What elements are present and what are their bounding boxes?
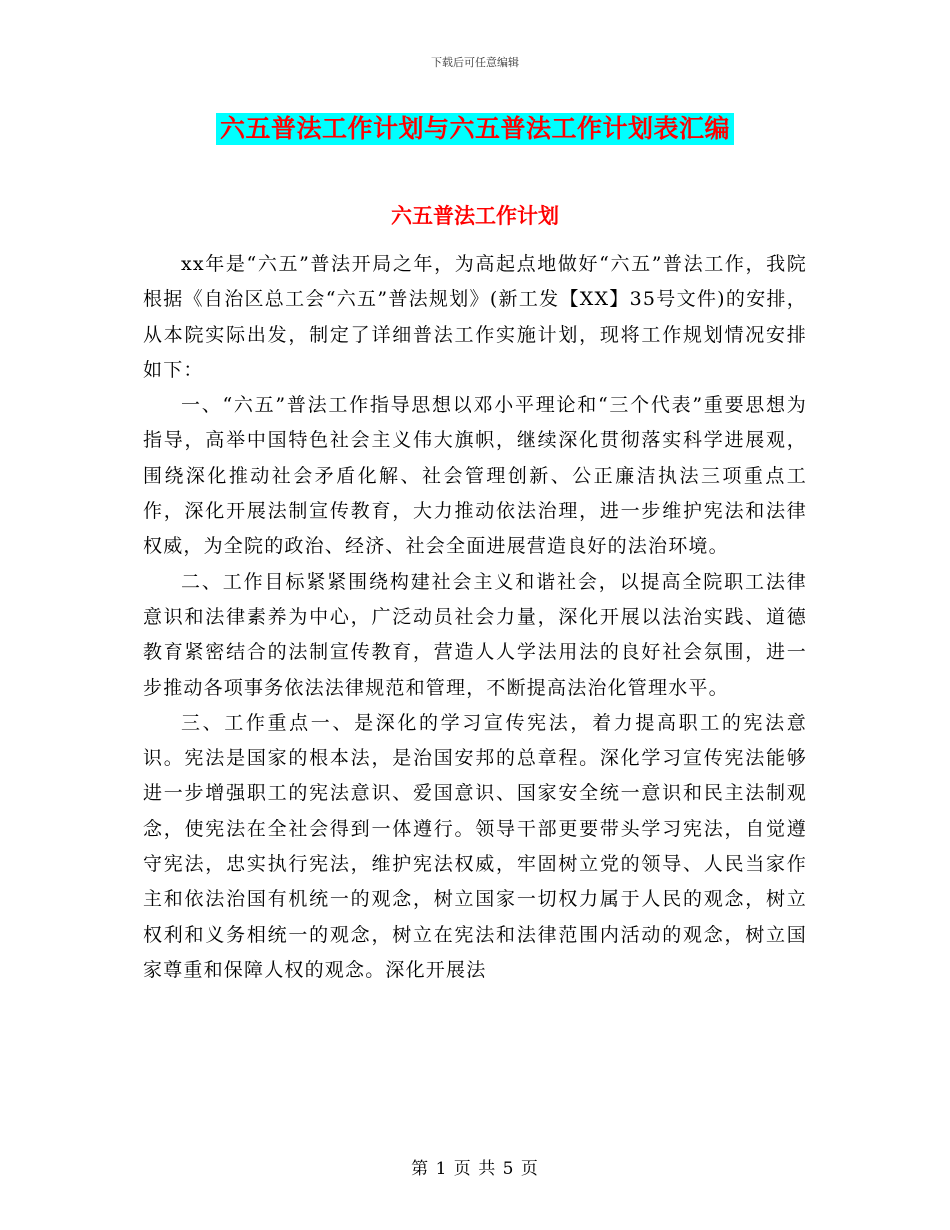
paragraph-work-goals: 二、工作目标紧紧围绕构建社会主义和谐社会，以提高全院职工法律意识和法律素养为中心，广泛动员社会力量，深化开展以法治实践、道德教育紧密结合的法制宣传教育，营造人人学法用法的良好社会氛围，进一步推动各项事务依法法律规范和管理，不断提高法治化管理水平。 — [143, 570, 807, 699]
document-body — [143, 247, 807, 988]
paragraph-work-focus: 三、工作重点一、是深化的学习宣传宪法，着力提高职工的宪法意识。宪法是国家的根本法，是治国安邦的总章程。深化学习宣传宪法能够进一步增强职工的宪法意识、爱国意识、国家安全统一意识和民主法制观念，使宪法在全社会得到一体遵行。领导干部更要带头学习宪法，自觉遵守宪法，忠实执行宪法，维护宪法权威，牢固树立党的领导、人民当家作主和依法治国有机统一的观念，树立国家一切权力属于人民的观念，树立权利和义务相统一的观念，树立在宪法和法律范围内活动的观念，树立国家尊重和保障人权的观念。深化开展法 — [143, 711, 807, 981]
section-title: 六五普法工作计划 — [391, 203, 559, 228]
paragraph-guiding-ideology: 一、“六五”普法工作指导思想以邓小平理论和“三个代表”重要思想为指导，高举中国特色社会主义伟大旗帜，继续深化贯彻落实科学进展观，围绕深化推动社会矛盾化解、社会管理创新、公正廉洁执法三项重点工作，深化开展法制宣传教育，大力推动依法治理，进一步维护宪法和法律权威，为全院的政治、经济、社会全面进展营造良好的法治环境。 — [143, 394, 807, 558]
page-footer: 第 1 页 共 5 页 — [411, 1159, 539, 1179]
main-title: 六五普法工作计划与六五普法工作计划表汇编 — [216, 113, 734, 145]
main-title-wrap — [0, 113, 950, 145]
paragraph-intro: xx年是“六五”普法开局之年，为高起点地做好“六五”普法工作，我院根据《自治区总工会“六五”普法规划》(新工发【XX】35号文件)的安排，从本院实际出发，制定了详细普法工作实施计划，现将工作规划情况安排如下： — [143, 253, 807, 381]
header-note: 下载后可任意编辑 — [431, 56, 519, 69]
